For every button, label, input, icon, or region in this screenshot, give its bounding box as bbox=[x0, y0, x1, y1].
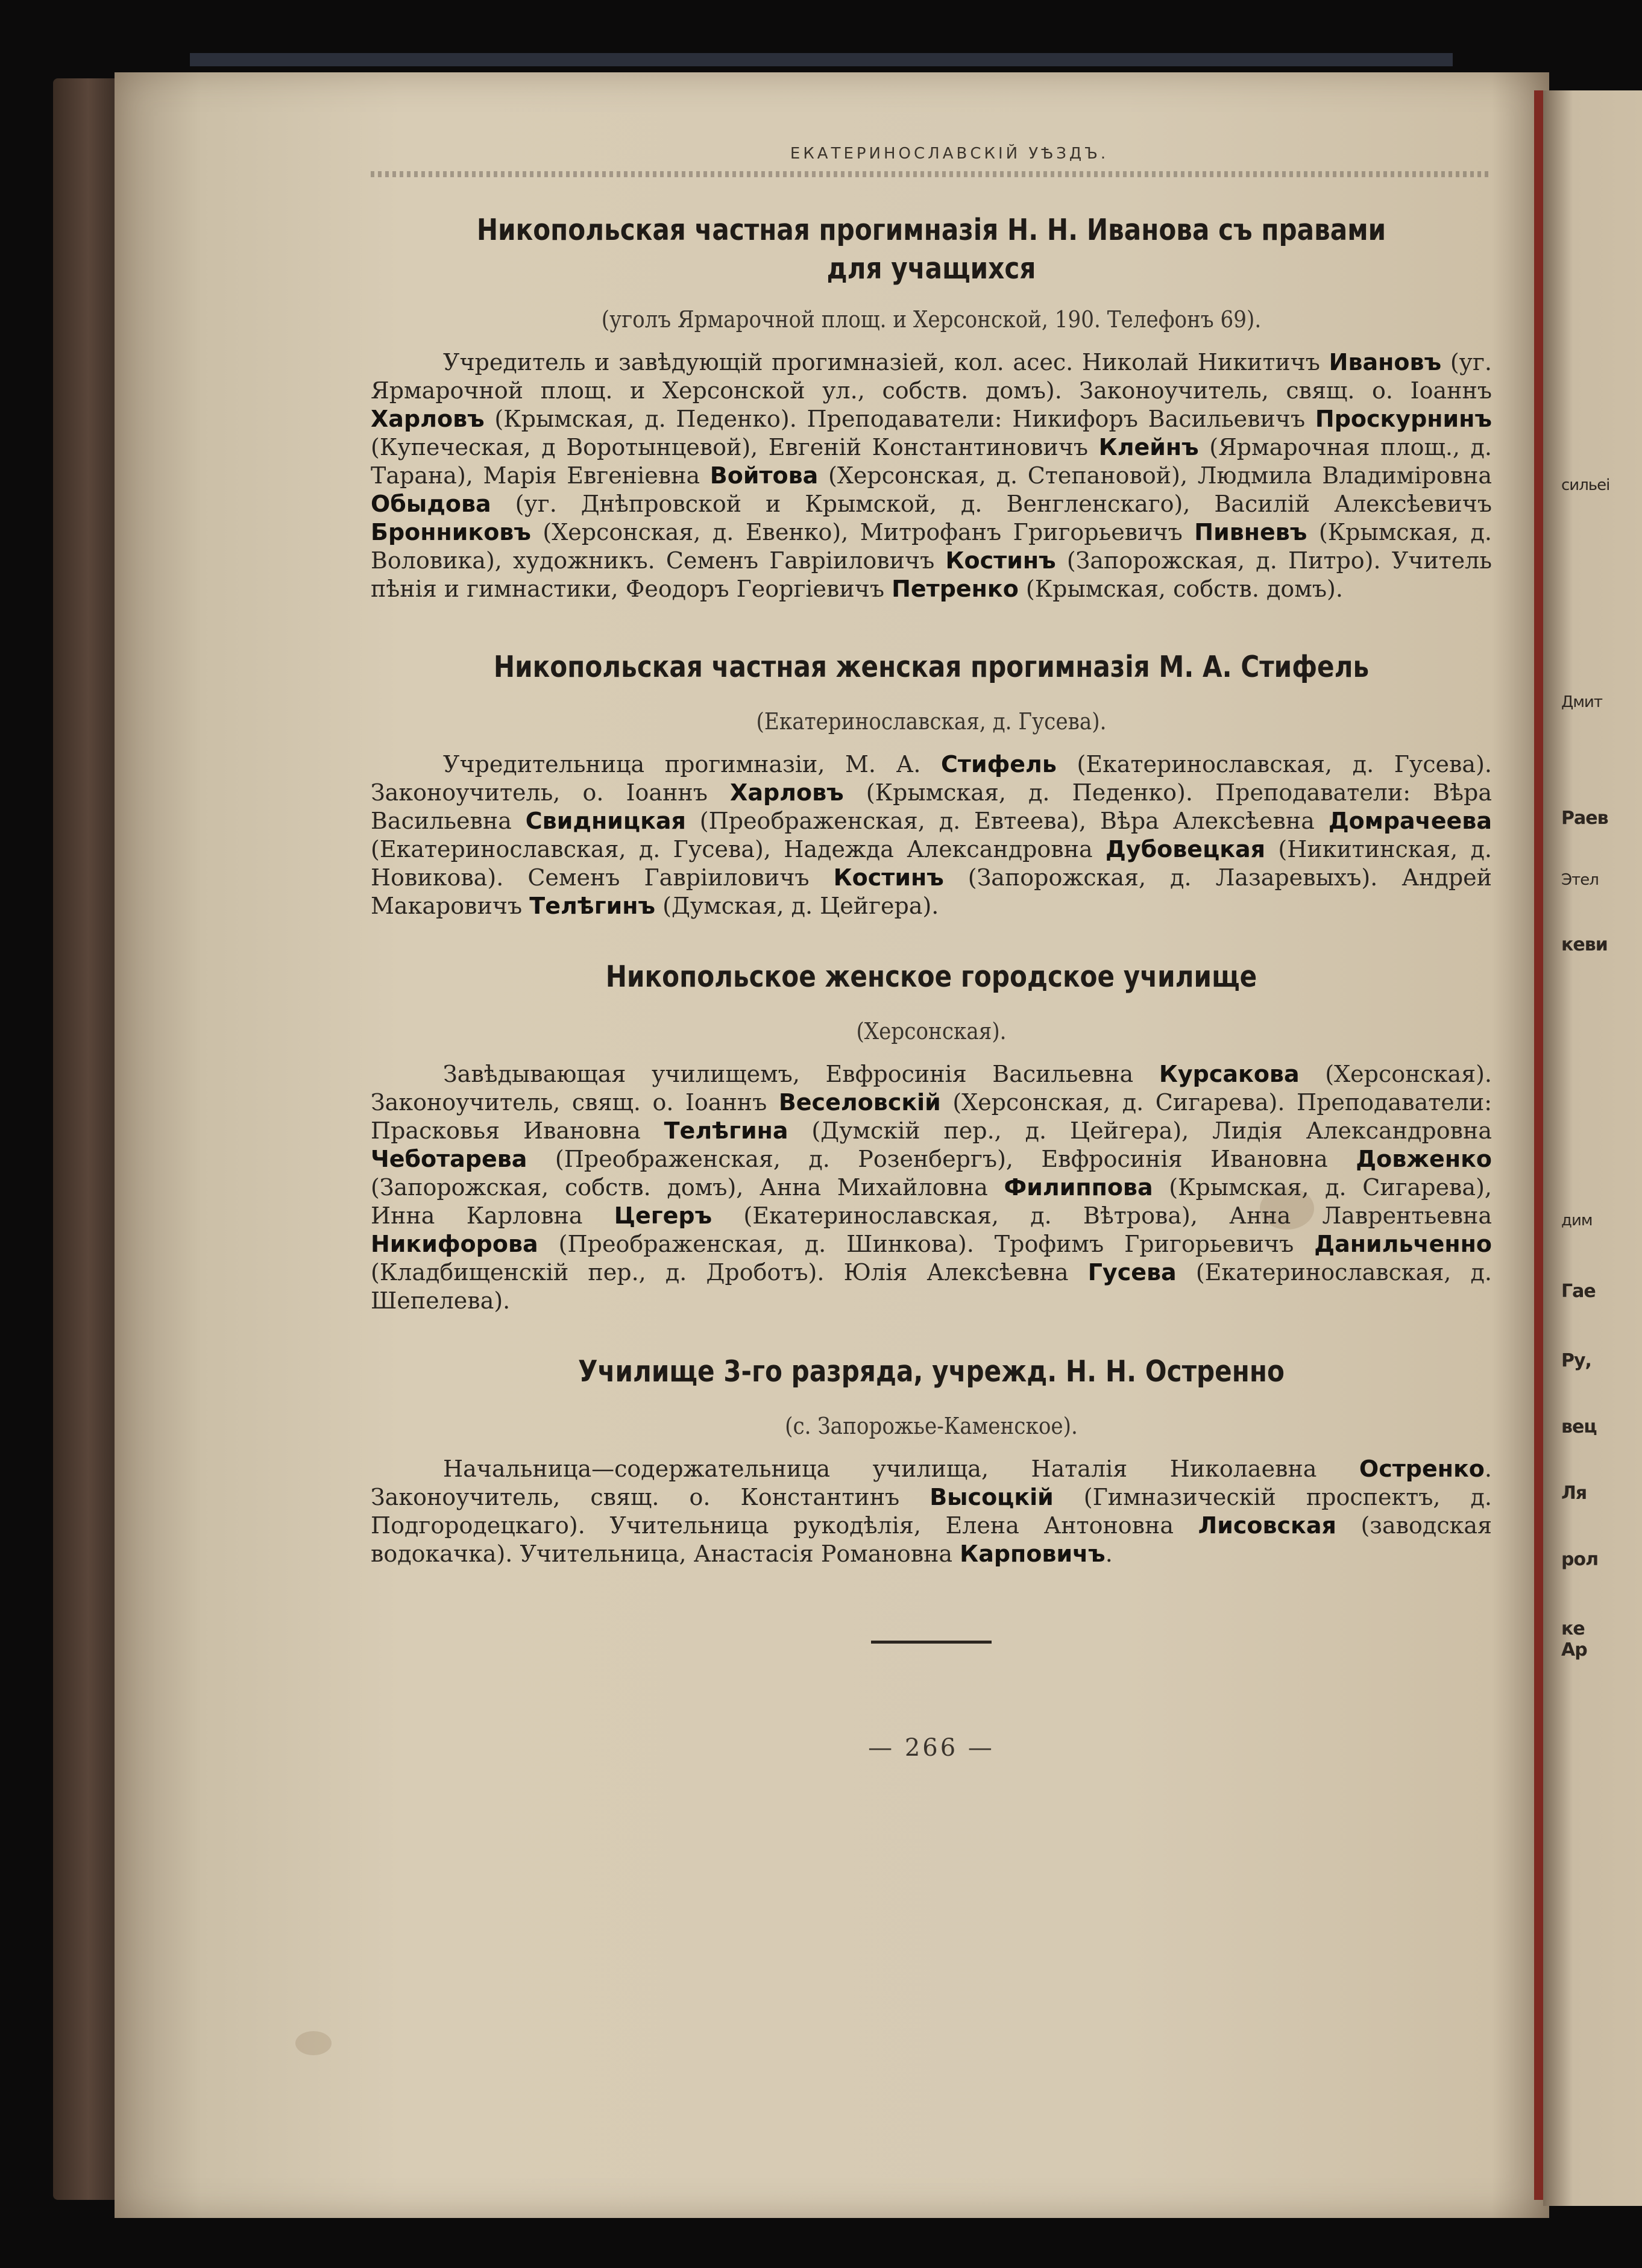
person-surname: Ивановъ bbox=[1329, 349, 1442, 375]
body-text: (уг. Ярмарочной площ. и Херсонской ул., собств. домъ). Законоучитель, свящ. о. Іоаннъ bbox=[371, 349, 1492, 404]
person-surname: Стифель bbox=[941, 751, 1057, 777]
body-text: (Купеческая, д Воротынцевой), Евгеній Константиновичъ bbox=[371, 434, 1099, 460]
running-head: ЕКАТЕРИНОСЛАВСКІЙ УѢЗДЪ. bbox=[790, 145, 1109, 163]
person-surname: Никифорова bbox=[371, 1231, 538, 1257]
person-surname: Проскурнинъ bbox=[1315, 406, 1492, 432]
adjacent-fragment: вец bbox=[1561, 1416, 1597, 1437]
person-surname: Войтова bbox=[709, 462, 819, 489]
body-text: (Кладбищенскій пер., д. Дроботъ). Юлія Алексѣевна bbox=[371, 1259, 1088, 1286]
adjacent-fragment: Ля bbox=[1561, 1483, 1587, 1504]
body-text: (Крымская, собств. домъ). bbox=[1018, 576, 1343, 602]
section-title: Никопольская частная женская прогимназія М. А. Стифель bbox=[493, 650, 1370, 684]
body-text: (Преображенская, д. Шинкова). Трофимъ Григорьевичъ bbox=[538, 1231, 1315, 1257]
section-address: (Херсонская). bbox=[856, 1018, 1007, 1044]
adjacent-fragment: сильеі bbox=[1561, 476, 1610, 494]
person-surname: Веселовскій bbox=[778, 1089, 941, 1116]
body-text: . bbox=[1105, 1541, 1113, 1567]
adjacent-fragment: ке bbox=[1561, 1618, 1585, 1639]
person-surname: Клейнъ bbox=[1098, 434, 1199, 460]
person-surname: Петренко bbox=[892, 576, 1019, 602]
adjacent-fragment: Гае bbox=[1561, 1281, 1596, 1302]
page-content bbox=[371, 145, 1492, 1762]
body-text: (Преображенская, д. Розенбергъ), Евфросинія Ивановна bbox=[527, 1146, 1356, 1172]
body-text: Начальница—содержательница училища, Наталія Николаевна bbox=[443, 1456, 1359, 1482]
body-text: (Запорожская, д. Питро). Учитель пѣнія и гимнастики, Феодоръ Георгіевичъ bbox=[371, 547, 1493, 602]
person-surname: Харловъ bbox=[730, 779, 844, 806]
body-text: (Никитинская, д. Новикова). Семенъ Гавріиловичъ bbox=[371, 836, 1492, 891]
person-surname: Свидницкая bbox=[525, 808, 686, 834]
adjacent-fragment: Дмит bbox=[1561, 693, 1602, 711]
adjacent-fragment: дим bbox=[1561, 1211, 1593, 1230]
head-rule bbox=[371, 171, 1492, 177]
body-text: . Законоучитель, свящ. о. Константинъ bbox=[371, 1456, 1492, 1510]
person-surname: Дубовецкая bbox=[1106, 836, 1266, 862]
body-text: Учредитель и завѣдующій прогимназіей, кол. асес. Николай Никитичъ bbox=[443, 349, 1329, 375]
body-text: (Крымская, д. Педенко). Преподаватели: Никифоръ Васильевичъ bbox=[484, 406, 1315, 432]
body-text: (Екатеринославская, д. Шепелева). bbox=[371, 1259, 1492, 1314]
body-text: Завѣдывающая училищемъ, Евфросинія Васильевна bbox=[443, 1061, 1159, 1087]
person-surname: Цегеръ bbox=[614, 1202, 712, 1229]
person-surname: Остренко bbox=[1359, 1456, 1485, 1482]
adjacent-fragment: рол bbox=[1561, 1549, 1599, 1570]
person-surname: Костинъ bbox=[833, 864, 944, 891]
person-surname: Бронниковъ bbox=[371, 519, 531, 545]
person-surname: Довженко bbox=[1356, 1146, 1492, 1172]
section-body bbox=[371, 348, 1492, 603]
body-text: (Крымская, д. Педенко). Преподаватели: Вѣра Васильевна bbox=[371, 779, 1492, 834]
section-address: (Екатеринославская, д. Гусева). bbox=[756, 708, 1107, 735]
section-address: (уголъ Ярмарочной площ. и Херсонской, 190. Телефонъ 69). bbox=[601, 306, 1262, 333]
section-body bbox=[371, 750, 1492, 920]
adjacent-fragment: Ру, bbox=[1561, 1350, 1591, 1371]
body-text: (Херсонская, д. Евенко), Митрофанъ Григорьевичъ bbox=[530, 519, 1195, 545]
body-text: (Херсонская, д. Сигарева). Преподаватели: Прасковья Ивановна bbox=[371, 1089, 1492, 1144]
body-text: (Думская, д. Цейгера). bbox=[655, 893, 939, 919]
section-title: Никопольская частная прогимназія Н. Н. Иванова съ правами bbox=[476, 213, 1386, 247]
scan-top-band bbox=[190, 53, 1453, 66]
section-title: Училище 3-го разряда, учрежд. Н. Н. Остренно bbox=[578, 1354, 1285, 1389]
body-text: (заводская водокачка). Учительница, Анастасія Романовна bbox=[371, 1512, 1492, 1567]
section-address: (с. Запорожье-Каменское). bbox=[785, 1413, 1078, 1439]
body-text: (Екатеринославская, д. Гусева), Надежда Александровна bbox=[371, 836, 1106, 862]
person-surname: Карповичъ bbox=[960, 1541, 1106, 1567]
section-body bbox=[371, 1455, 1492, 1568]
page-number: — 266 — bbox=[868, 1734, 995, 1762]
person-surname: Филиппова bbox=[1004, 1174, 1153, 1201]
person-surname: Домрачеева bbox=[1328, 808, 1492, 834]
body-text: (Ярмарочная площ., д. Тарана), Марія Евгеніевна bbox=[371, 434, 1492, 489]
person-surname: Пивневъ bbox=[1194, 519, 1307, 545]
body-text: (Запорожская, д. Лазаревыхъ). Андрей Макаровичъ bbox=[371, 864, 1493, 919]
body-text: (Гимназическій проспектъ, д. Подгородецкаго). Учительница рукодѣлія, Елена Антоновна bbox=[371, 1484, 1492, 1539]
body-text: (Екатеринославская, д. Гусева). Законоучитель, о. Іоаннъ bbox=[371, 751, 1492, 806]
section-title-cont: для учащихся bbox=[826, 251, 1036, 286]
person-surname: Данильченно bbox=[1314, 1231, 1492, 1257]
adjacent-fragment: Ар bbox=[1561, 1639, 1587, 1660]
adjacent-fragment: кеви bbox=[1561, 934, 1608, 955]
body-text: (Крымская, д. Воловика), художникъ. Семенъ Гавріиловичъ bbox=[371, 519, 1492, 574]
person-surname: Костинъ bbox=[945, 547, 1056, 574]
adjacent-fragment: Этел bbox=[1561, 871, 1599, 889]
person-surname: Обыдова bbox=[371, 491, 491, 517]
adjacent-fragment: Раев bbox=[1561, 808, 1608, 829]
adjacent-page bbox=[1543, 90, 1642, 2206]
person-surname: Высоцкій bbox=[930, 1484, 1054, 1510]
body-text: (Екатеринославская, д. Вѣтрова), Анна Лаврентьевна bbox=[712, 1202, 1492, 1229]
body-text: Учредительница прогимназіи, М. А. bbox=[443, 751, 942, 777]
section-title: Никопольское женское городское училище bbox=[605, 960, 1257, 994]
stain bbox=[295, 2031, 332, 2055]
person-surname: Курсакова bbox=[1159, 1061, 1300, 1087]
person-surname: Гусева bbox=[1087, 1259, 1177, 1286]
body-text: (Херсонская, д. Степановой), Людмила Владиміровна bbox=[818, 462, 1492, 489]
body-text: (уг. Днѣпровской и Крымской, д. Венгленскаго), Василій Алексѣевичъ bbox=[491, 491, 1492, 517]
body-text: (Крымская, д. Сигарева), Инна Карловна bbox=[371, 1174, 1492, 1229]
section-body bbox=[371, 1060, 1492, 1315]
body-text: (Преображенская, д. Евтеева), Вѣра Алексѣевна bbox=[685, 808, 1329, 834]
person-surname: Харловъ bbox=[371, 406, 485, 432]
person-surname: Телѣгинъ bbox=[529, 893, 656, 919]
person-surname: Лисовская bbox=[1198, 1512, 1336, 1539]
person-surname: Телѣгина bbox=[664, 1117, 788, 1144]
body-text: (Херсонская). Законоучитель, свящ. о. Іоаннъ bbox=[371, 1061, 1492, 1116]
person-surname: Чеботарева bbox=[371, 1146, 527, 1172]
body-text: (Думскій пер., д. Цейгера), Лидія Александровна bbox=[788, 1117, 1492, 1144]
body-text: (Запорожская, собств. домъ), Анна Михайловна bbox=[371, 1174, 1004, 1201]
